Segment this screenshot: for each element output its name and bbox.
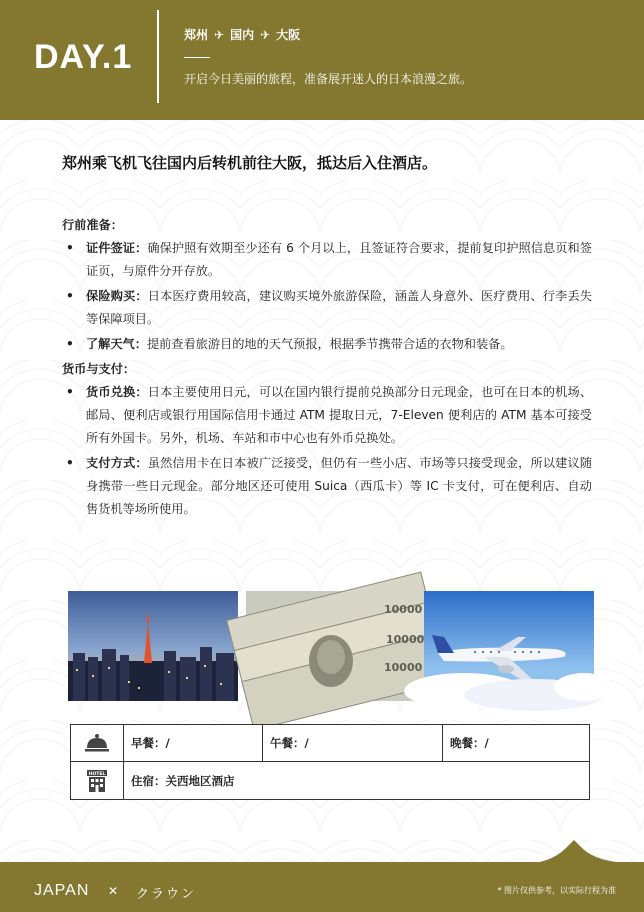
- hotel-row: [71, 762, 589, 799]
- day-title: DAY.1: [34, 38, 133, 76]
- plane-icon: ✈: [214, 27, 225, 42]
- item-text: 虽然信用卡在日本被广泛接受，但仍有一些小店、市场等只接受现金，所以建议随身携带一些日元现金。部分地区还可使用 Suica（西瓜卡）等 IC 卡支付，可在便利店、自动售货机等场所使用。: [86, 456, 593, 516]
- intro-text: 郑州乘飞机飞往国内后转机前往大阪，抵达后入住酒店。: [62, 154, 438, 172]
- route-underline: [184, 57, 210, 58]
- footer-note: * 图片仅供参考，以实际行程为准: [497, 886, 616, 895]
- hotel-icon: [85, 769, 109, 793]
- item-text: 日本医疗费用较高，建议购买境外旅游保险，涵盖人身意外、医疗费用、行李丢失等保障项目。: [86, 289, 593, 326]
- money-list: [62, 381, 592, 521]
- photo-yen-notes: [246, 591, 425, 701]
- route: [184, 26, 300, 43]
- dinner-cell: 晚餐：/: [450, 736, 489, 750]
- hotel-cell: 住宿：关西地区酒店: [131, 773, 235, 788]
- photo-city-night: [68, 591, 238, 701]
- route-from: 郑州: [184, 28, 209, 42]
- item-label: 了解天气：: [86, 337, 147, 351]
- route-via: 国内: [230, 28, 255, 42]
- content: [62, 214, 592, 523]
- list-item: [62, 285, 592, 331]
- list-item: [62, 381, 592, 450]
- hotel-cell-icon: [71, 762, 124, 799]
- prep-list: [62, 237, 592, 356]
- note-value: 10000: [384, 603, 423, 616]
- prep-title: 行前准备：: [62, 218, 123, 232]
- cloche-cell: [71, 725, 124, 761]
- item-text: 日本主要使用日元，可以在国内银行提前兑换部分日元现金，也可在日本的机场、邮局、便利店或银行用国际信用卡通过 ATM 提取日元，7-Eleven 便利店的 ATM 基本可接受所有外国卡。另外，机场、车站和市中心也有外币兑换处。: [86, 385, 593, 445]
- list-item: [62, 452, 592, 521]
- item-label: 证件签证：: [86, 241, 148, 255]
- list-item: [62, 333, 592, 356]
- note-value: 10000: [384, 661, 423, 674]
- lunch-cell: 午餐：/: [263, 725, 443, 761]
- footer-brand: JAPAN: [34, 882, 90, 899]
- meal-table: [70, 724, 590, 800]
- item-text: 提前查看旅游目的地的天气预报，根据季节携带合适的衣物和装备。: [146, 337, 513, 351]
- note-value: 10000: [386, 633, 425, 646]
- route-to: 大阪: [276, 28, 301, 42]
- plane-icon: ✈: [260, 27, 271, 42]
- item-text: 确保护照有效期至少还有 6 个月以上，且签证符合要求，提前复印护照信息页和签证页，与原件分开存放。: [86, 241, 592, 278]
- header-divider: [157, 10, 159, 103]
- hotel-sign: HOTEL: [88, 771, 106, 777]
- item-label: 支付方式：: [86, 456, 148, 470]
- footer-separator: ✕: [108, 884, 119, 898]
- money-title: 货币与支付：: [62, 362, 136, 376]
- meal-row: [71, 725, 589, 762]
- tagline: 开启今日美丽的旅程，准备展开迷人的日本浪漫之旅。: [184, 72, 473, 86]
- item-label: 货币兑换：: [86, 385, 148, 399]
- list-item: [62, 237, 592, 283]
- item-label: 保险购买：: [86, 289, 148, 303]
- footer-notch: [520, 838, 644, 864]
- footer-subbrand: クラウン: [136, 887, 197, 902]
- cloche-icon: [84, 732, 110, 754]
- photo-strip: [68, 591, 593, 701]
- breakfast-cell: 早餐：/: [124, 725, 263, 761]
- photo-airplane: [424, 591, 594, 701]
